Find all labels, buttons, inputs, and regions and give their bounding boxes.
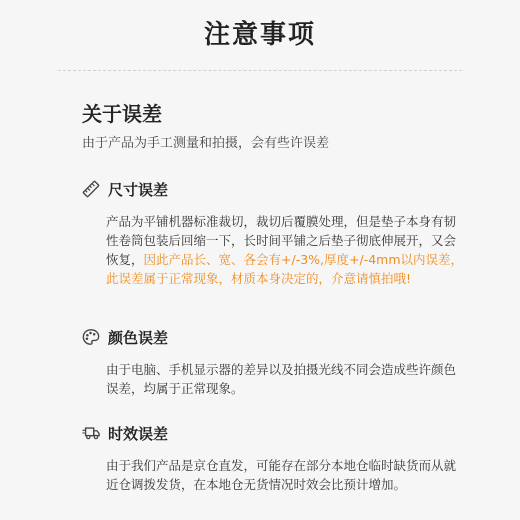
color-error-header <box>82 326 462 348</box>
page-title: 注意事项 <box>203 20 316 50</box>
ruler-icon <box>82 180 100 198</box>
size-error-header <box>82 178 462 200</box>
color-error-text: 由于电脑、手机显示器的差异以及拍摄光线不同会造成些许颜色误差，均属于正常现象。 <box>106 362 457 396</box>
size-error-section <box>82 178 462 288</box>
time-error-section <box>82 422 462 494</box>
size-error-text-normal: 产品为平铺机器标准裁切，裁切后覆膜处理，但是垫子本身有韧性卷筒包装后回缩一下，长时间平铺之后垫子彻底伸展开，又会恢复， <box>106 214 457 267</box>
delivery-truck-icon <box>82 424 100 442</box>
size-error-text-highlight: 因此产品长、宽、各会有+/-3%,厚度+/-4mm以内误差，此误差属于正常现象，材质本身决定的，介意请慎拍哦! <box>106 252 464 286</box>
intro-text: 由于产品为手工测量和拍摄，会有些许误差 <box>82 136 330 151</box>
size-error-text <box>106 212 466 288</box>
time-error-title: 时效误差 <box>108 424 169 443</box>
palette-icon <box>82 328 100 346</box>
size-error-title: 尺寸误差 <box>108 180 169 199</box>
dashed-divider <box>58 70 462 71</box>
color-error-title: 颜色误差 <box>108 328 169 347</box>
time-error-text: 由于我们产品是京仓直发，可能存在部分本地仓临时缺货而从就近仓调拨发货，在本地仓无货情况时效会比预计增加。 <box>106 458 457 492</box>
color-error-section <box>82 326 462 398</box>
intro-title: 关于误差 <box>82 102 162 126</box>
time-error-header <box>82 422 462 444</box>
